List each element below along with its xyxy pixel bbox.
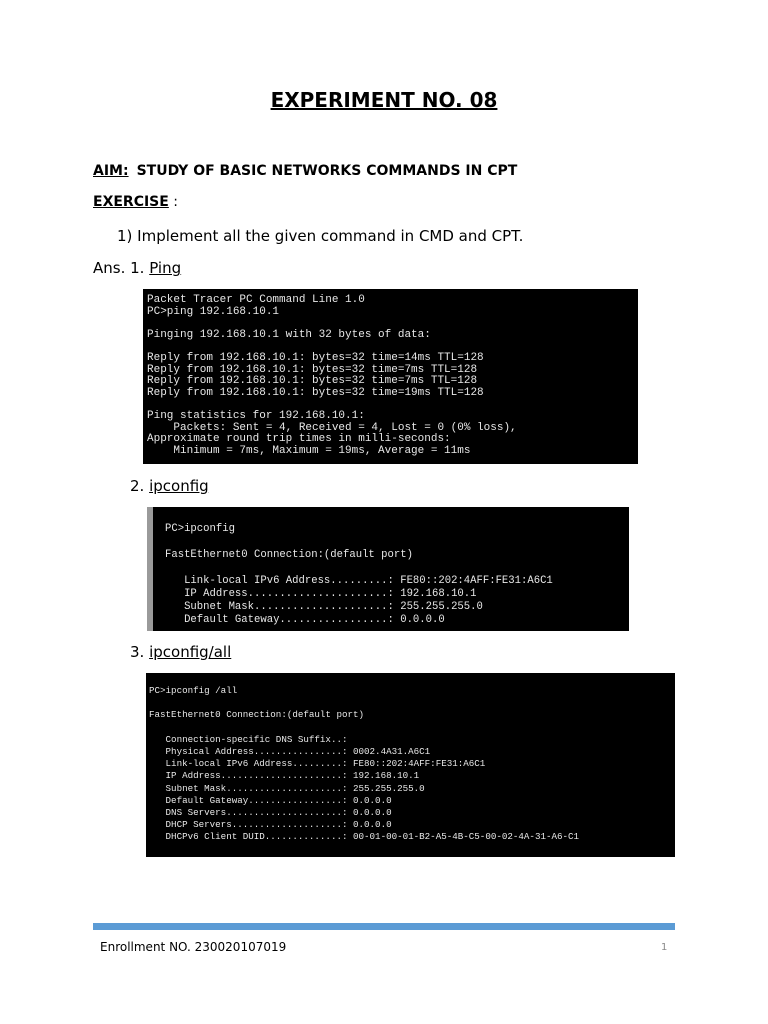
terminal-line: Packets: Sent = 4, Received = 4, Lost = 0 (0% loss), — [147, 421, 517, 434]
question-text: 1) Implement all the given command in CMD and CPT. — [117, 227, 524, 245]
terminal-line — [165, 536, 617, 549]
terminal-line: FastEthernet0 Connection:(default port) — [165, 549, 413, 561]
terminal-line: IP Address......................: 192.168.10.1 — [165, 588, 477, 600]
terminal-line: Minimum = 7ms, Maximum = 19ms, Average = 11ms — [147, 444, 471, 457]
item-heading-ping: Ping — [149, 259, 182, 277]
item-number: 3. — [130, 643, 145, 661]
answer-heading-ipconfig-all — [130, 643, 231, 661]
terminal-screenshot-ipconfig-all — [146, 673, 675, 857]
answer-heading-ping — [93, 259, 181, 277]
exercise-label: EXERCISE — [93, 194, 169, 210]
terminal-line: Pinging 192.168.10.1 with 32 bytes of data: — [147, 328, 431, 341]
answer-prefix: Ans. 1. — [93, 259, 150, 277]
item-heading-ipconfig: ipconfig — [149, 477, 209, 495]
terminal-line: FastEthernet0 Connection:(default port) — [149, 709, 365, 721]
terminal-line: Reply from 192.168.10.1: bytes=32 time=7ms TTL=128 — [147, 363, 478, 376]
terminal-line — [149, 722, 672, 734]
page-number: 1 — [661, 942, 668, 953]
footer-divider — [93, 923, 675, 930]
terminal-line: Default Gateway.................: 0.0.0.0 — [149, 794, 392, 806]
exercise-line — [93, 194, 178, 210]
terminal-line: DHCP Servers....................: 0.0.0.0 — [149, 819, 392, 831]
terminal-line: IP Address......................: 192.168.10.1 — [149, 770, 420, 782]
terminal-line: Subnet Mask.....................: 255.255.255.0 — [149, 782, 425, 794]
terminal-line — [149, 697, 672, 709]
enrollment-number: Enrollment NO. 230020107019 — [100, 940, 287, 954]
item-number: 2. — [130, 477, 145, 495]
terminal-line: Physical Address................: 0002.4A31.A6C1 — [149, 746, 431, 758]
terminal-line: Connection-specific DNS Suffix..: — [149, 733, 348, 745]
terminal-line: Subnet Mask.....................: 255.255.255.0 — [165, 601, 483, 613]
terminal-line: DHCPv6 Client DUID..............: 00-01-00-01-B2-A5-4B-C5-00-02-4A-31-A6-C1 — [149, 831, 580, 843]
page-title: EXPERIMENT NO. 08 — [270, 88, 498, 112]
terminal-line: Link-local IPv6 Address.........: FE80::202:4AFF:FE31:A6C1 — [149, 758, 486, 770]
terminal-line: Reply from 192.168.10.1: bytes=32 time=14ms TTL=128 — [147, 351, 484, 364]
exercise-suffix: : — [168, 194, 179, 210]
terminal-line: Packet Tracer PC Command Line 1.0 — [147, 294, 365, 306]
terminal-line: DNS Servers.....................: 0.0.0.0 — [149, 807, 392, 819]
aim-text: STUDY OF BASIC NETWORKS COMMANDS IN CPT — [136, 163, 518, 179]
terminal-line: Approximate round trip times in milli-seconds: — [147, 433, 451, 446]
terminal-line: PC>ping 192.168.10.1 — [147, 305, 280, 318]
terminal-line: Default Gateway.................: 0.0.0.0 — [165, 614, 445, 626]
terminal-line: PC>ipconfig /all — [149, 685, 238, 696]
terminal-line: Link-local IPv6 Address.........: FE80::202:4AFF:FE31:A6C1 — [165, 575, 553, 587]
terminal-line: Reply from 192.168.10.1: bytes=32 time=19ms TTL=128 — [147, 386, 484, 399]
terminal-screenshot-ping — [143, 289, 638, 464]
answer-heading-ipconfig — [130, 477, 209, 495]
aim-line — [93, 163, 517, 179]
aim-label: AIM: — [93, 163, 129, 179]
terminal-line: PC>ipconfig — [165, 523, 235, 535]
terminal-line: Reply from 192.168.10.1: bytes=32 time=7ms TTL=128 — [147, 375, 478, 388]
terminal-line — [165, 562, 617, 575]
item-heading-ipconfig-all: ipconfig/all — [149, 643, 232, 661]
terminal-screenshot-ipconfig — [147, 507, 629, 631]
terminal-line: Ping statistics for 192.168.10.1: — [147, 409, 365, 422]
